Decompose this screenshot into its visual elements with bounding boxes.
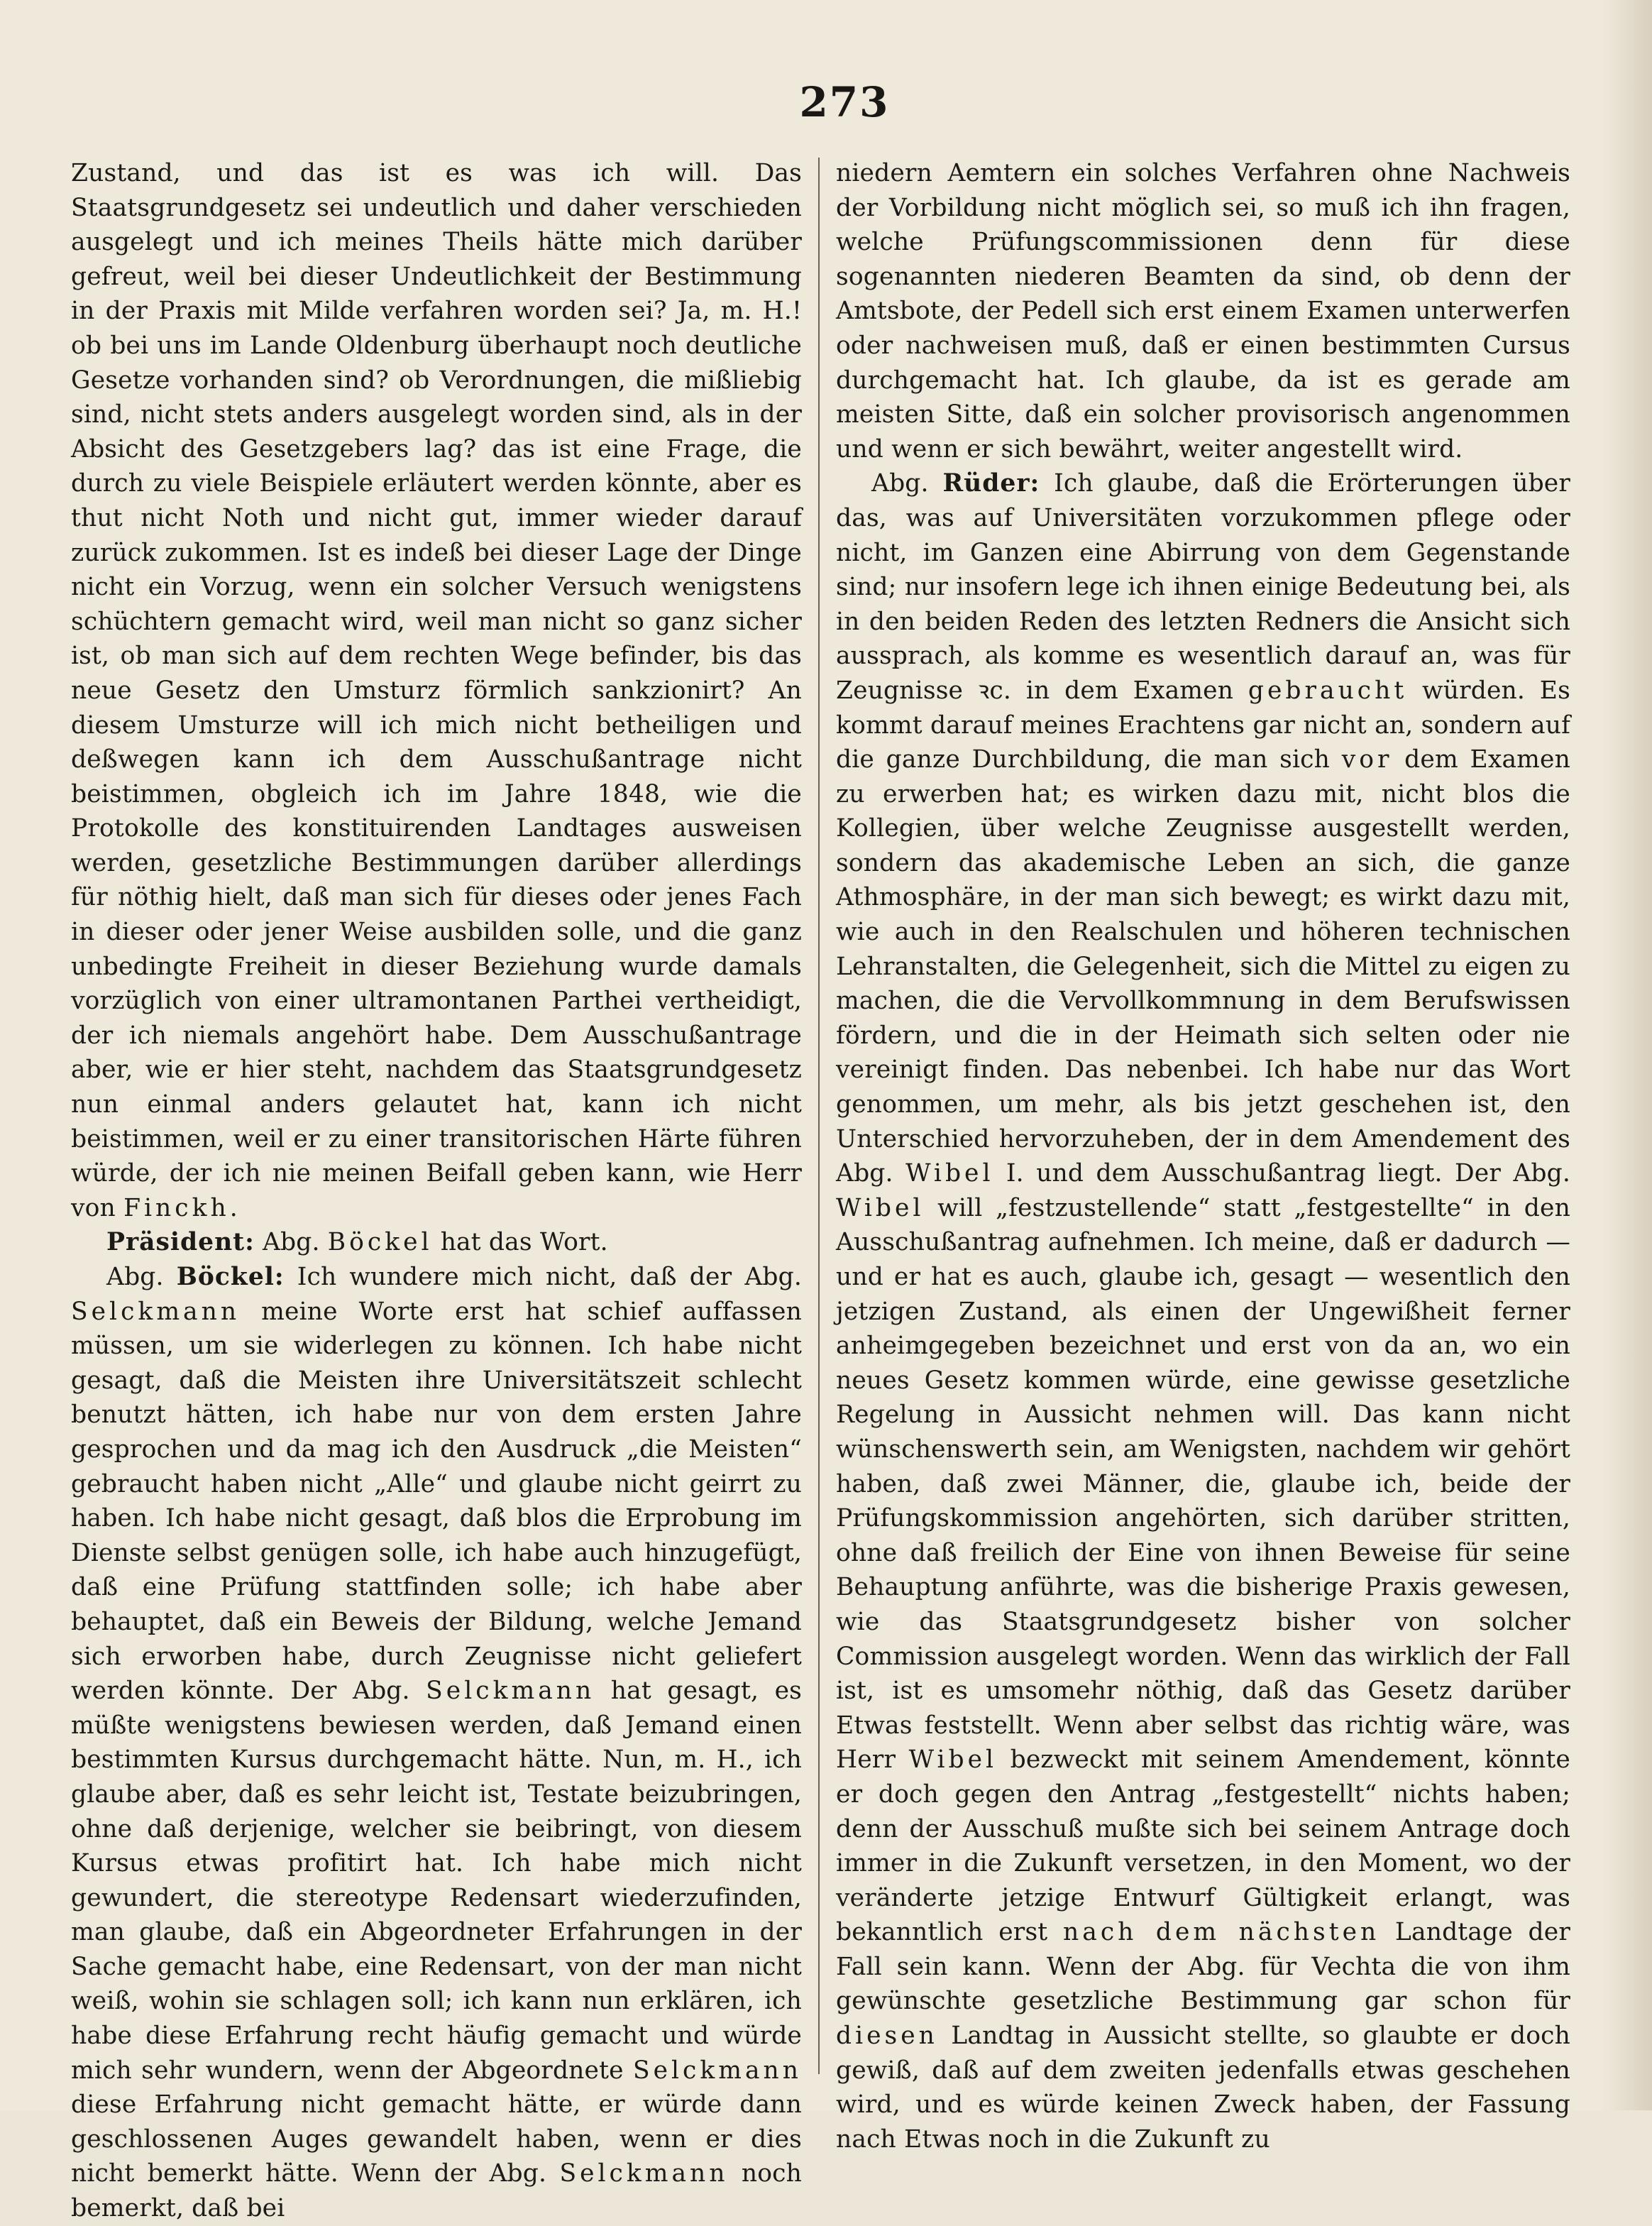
emphasis-text: nach dem nächsten	[1063, 1918, 1380, 1947]
paragraph-text: Zustand, und das ist es was ich will. Das Staatsgrundgesetz sei undeutlich und daher verschieden ausgelegt und ich meines Theils hätte mich darüber gefreut, weil bei dieser Undeutlichkeit der Bestimmung in der Praxis mit Milde verfahren worden sei? Ja, m. H.! ob bei uns im Lande Oldenburg überhaupt noch deutliche Gesetze vorhanden sind? ob Verordnungen, die mißliebig sind, nicht stets anders ausgelegt worden sind, als in der Absicht des Gesetzgebers lag? das ist eine Frage, die durch zu viele Beispiele erläutert werden könnte, aber es thut nicht Noth und nicht gut, immer wieder darauf zurück zukommen. Ist es indeß bei dieser Lage der Dinge nicht ein Vorzug, wenn ein solcher Versuch wenigstens schüchtern gemacht wird, weil man nicht so ganz sicher ist, ob man sich auf dem rechten Wege befinder, bis das neue Gesetz den Umsturz förmlich sankzionirt? An diesem Umsturze will ich mich nicht betheiligen und deßwegen kann ich dem Ausschußantrage nicht beistimmen, obgleich ich im Jahre 1848, wie die Protokolle des konstituirenden Landtages ausweisen werden, gesetzliche Bestimmungen darüber allerdings für nöthig hielt, daß man sich für dieses oder jenes Fach in dieser oder jener Weise ausbilden solle, und die ganz unbedingte Freiheit in dieser Beziehung wurde damals vorzüglich von einer ultramontanen Parthei vertheidigt, der ich niemals angehört habe. Dem Ausschußantrage aber, wie er hier steht, nachdem das Staatsgrundgesetz nun einmal anders gelautet hat, kann ich nicht beistimmen, weil er zu einer transitorischen Härte führen würde, der ich nie meinen Beifall geben kann, wie Herr von	[71, 159, 802, 1222]
paragraph-text: Abg.	[871, 469, 929, 498]
paragraph-text: hat gesagt, es müßte wenigstens bewiesen werden, daß Jemand einen bestimmten Kursus durchgemacht hätte. Nun, m. H., ich glaube aber, daß es sehr leicht ist, Testate beizubringen, ohne daß derjenige, welcher sie beibringt, von diesem Kursus etwas profitirt hat. Ich habe mich nicht gewundert, die stereotype Redensart wiederzufinden, man glaube, daß ein Abgeordneter Erfahrungen in der Sache gemacht habe, eine Redensart, von der man nicht weiß, wohin sie schlagen soll; ich kann nun erklären, ich habe diese Erfahrung recht häufig gemacht und würde mich sehr wundern, wenn der Abgeordnete	[71, 1677, 803, 2085]
person-name: Wibel	[908, 1745, 998, 1775]
emphasis-text: gebraucht	[1248, 676, 1408, 705]
paragraph	[71, 156, 802, 1225]
person-name: Böckel	[327, 1228, 433, 1257]
paragraph-text: diese Erfahrung nicht gemacht hätte, er würde dann geschlossenen Auges gewandelt haben, wenn er dies nicht bemerkt hätte. Wenn der Abg.	[71, 2090, 802, 2188]
paragraph-text: meine Worte erst hat schief auffassen müssen, um sie widerlegen zu können. Ich habe nicht gesagt, daß die Meisten ihre Universitätszeit schlecht benutzt hätten, ich habe nur von dem ersten Jahre gesprochen und da mag ich den Ausdruck „die Meisten“ gebraucht haben nicht „Alle“ und glaube nicht geirrt zu haben. Ich habe nicht gesagt, daß blos die Erprobung im Dienste selbst genügen solle, ich habe auch hinzugefügt, daß eine Prüfung stattfinden solle; ich habe aber behauptet, daß ein Beweis der Bildung, welche Jemand sich erworben habe, durch Zeugnisse nicht geliefert werden könnte. Der Abg.	[71, 1297, 802, 1706]
paragraph-text: niedern Aemtern ein solches Verfahren ohne Nachweis der Vorbildung nicht möglich sei, so muß ich ihn fragen, welche Prüfungscommissionen denn für diese sogenannten niederen Beamten da sind, ob denn der Amtsbote, der Pedell sich erst einem Examen unterwerfen oder nachweisen muß, daß er einen bestimmten Cursus durchgemacht hat. Ich glaube, da ist es gerade am meisten Sitte, daß ein solcher provisorisch angenommen und wenn er sich bewährt, weiter angestellt wird.	[836, 159, 1570, 464]
page-edge-shadow	[1602, 0, 1652, 2110]
speaker-label: Böckel:	[176, 1263, 285, 1291]
emphasis-text: vor	[1341, 745, 1393, 774]
paragraph-text: Abg.	[106, 1263, 164, 1291]
paragraph	[71, 1260, 802, 2226]
person-name: Selckmann	[632, 2056, 802, 2085]
emphasis-text: diesen	[836, 2022, 938, 2051]
paragraph-text: Ich wundere mich nicht, daß der Abg.	[297, 1263, 802, 1291]
speaker-label: Rüder:	[942, 469, 1040, 498]
paragraph-text: bezweckt mit seinem Amendement, könnte er doch gegen den Antrag „festgestellt“ nichts haben; denn der Ausschuß mußte sich bei seinem Antrage doch immer in die Zukunft versetzen, in den Moment, wo der veränderte jetzige Entwurf Gültigkeit erlangt, was bekanntlich erst	[836, 1745, 1570, 1947]
paragraph-text: will „festzustellende“ statt „festgestellte“ in den Ausschußantrag aufnehmen. Ich meine, daß er dadurch — und er hat es auch, glaube ich, gesagt — wesentlich den jetzigen Zustand, als einen der Ungewißheit ferner anheimgegeben bezeichnet und erst von da an, wo ein neues Gesetz kommen würde, eine gewisse gesetzliche Regelung in Aussicht nehmen will. Das kann nicht wünschenswerth sein, am Wenigsten, nachdem wir gehört haben, daß zwei Männer, die, glaube ich, beide der Prüfungskommission angehörten, sich darüber stritten, ohne daß freilich der Eine von ihnen Beweise für seine Behauptung anführte, was die bisherige Praxis gewesen, wie das Staatsgrundgesetz bisher von solcher Commission ausgelegt worden. Wenn das wirklich der Fall ist, ist es umsomehr nöthig, daß das Gesetz darüber Etwas feststellt. Wenn aber selbst das richtig wäre, was Herr	[836, 1193, 1570, 1775]
person-name: Finckh.	[123, 1193, 241, 1222]
paragraph	[836, 156, 1570, 466]
paragraph-text: würden. Es kommt darauf meines Erachtens gar nicht an, sondern auf die ganze Durchbildung, die man sich	[836, 676, 1570, 774]
person-name: Wibel	[836, 1193, 925, 1222]
paragraph-text: Landtag in Aussicht stellte, so glaubte er doch gewiß, daß auf dem zweiten jedenfalls etwas geschehen wird, und es würde keinen Zweck haben, der Fassung nach Etwas noch in die Zukunft zu	[836, 2022, 1570, 2154]
paragraph-text: noch bemerkt, daß bei	[71, 2159, 802, 2223]
paragraph-text: dem Examen zu erwerben hat; es wirken dazu mit, nicht blos die Kollegien, über welche Zeugnisse ausgestellt werden, sondern das akademische Leben an sich, die ganze Athmosphäre, in der man sich bewegt; es wirkt dazu mit, wie auch in den Realschulen und höheren technischen Lehranstalten, die Gelegenheit, sich die Mittel zu eigen zu machen, die die Vervollkommnung in dem Berufswissen fördern, und die in der Heimath sich selten oder nie vereinigt finden. Das nebenbei. Ich habe nur das Wort genommen, um mehr, als bis jetzt geschehen ist, den Unterschied hervorzuheben, der in dem Amendement des Abg.	[836, 745, 1570, 1188]
person-name: Selckmann	[559, 2159, 729, 2188]
paragraph	[71, 1225, 802, 1260]
column-divider	[818, 158, 820, 2074]
paragraph-text: I. und dem Ausschußantrag liegt. Der Abg.	[1006, 1159, 1571, 1188]
page-number: 273	[799, 78, 890, 126]
paragraph-text: Landtage der Fall sein kann. Wenn der Abg. für Vechta die von ihm gewünschte gesetzliche Bestimmung gar schon für	[836, 1918, 1570, 2016]
right-column	[836, 156, 1570, 2156]
paragraph	[836, 466, 1570, 2156]
person-name: Selckmann	[426, 1677, 595, 1706]
person-name: Wibel	[905, 1159, 994, 1188]
person-name: Selckmann	[71, 1297, 241, 1326]
speaker-label: Präsident:	[106, 1228, 255, 1257]
paragraph-text: Abg.	[262, 1228, 320, 1257]
left-column	[71, 156, 802, 2226]
paragraph-text: hat das Wort.	[440, 1228, 608, 1257]
paragraph-text: Ich glaube, daß die Erörterungen über das, was auf Universitäten vorzukommen pflege oder nicht, im Ganzen eine Abirrung von dem Gegenstande sind; nur insofern lege ich ihnen einige Bedeutung bei, als in den beiden Reden des letzten Redners die Ansicht sich aussprach, als komme es wesentlich darauf an, was für Zeugnisse ꝛc. in dem Examen	[836, 469, 1571, 705]
